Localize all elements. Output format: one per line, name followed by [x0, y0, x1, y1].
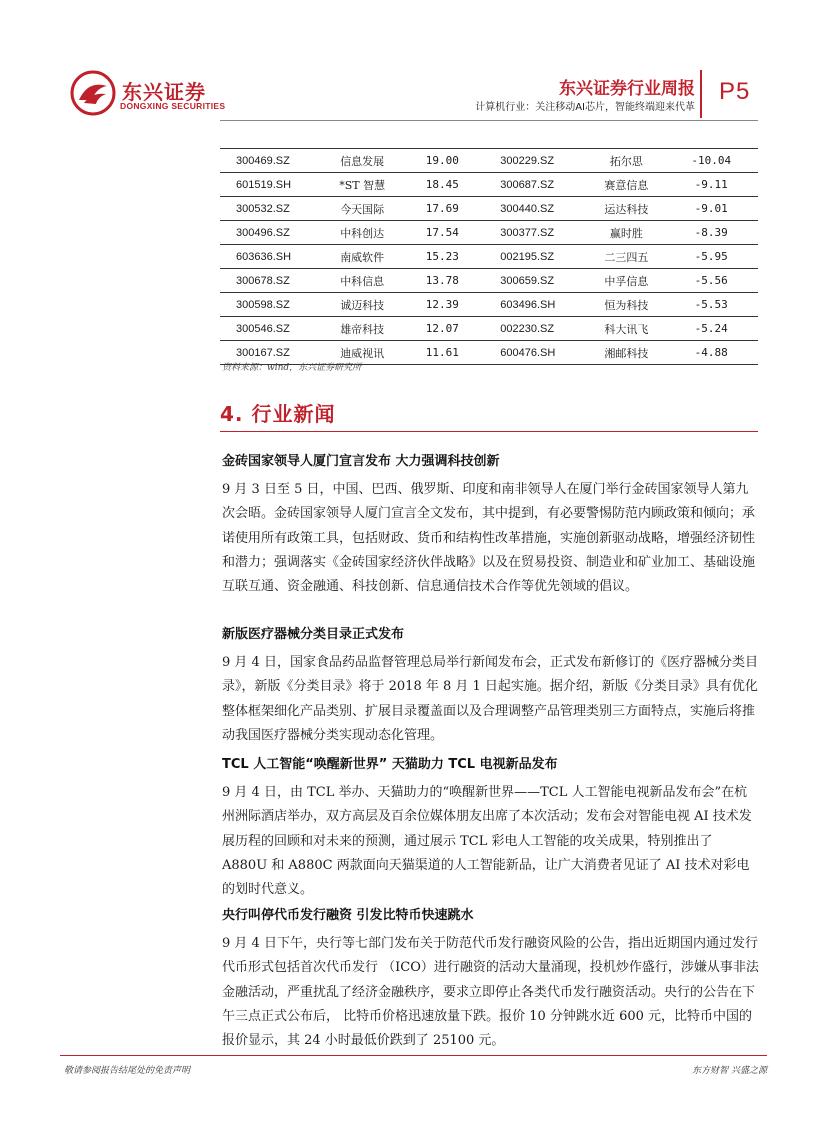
table-cell-code: 603496.SH [484, 293, 588, 317]
table-cell-code: 300598.SZ [220, 293, 324, 317]
table-cell-code: 300167.SZ [220, 341, 324, 365]
header-divider [700, 70, 702, 118]
table-cell-value: -4.88 [664, 341, 758, 365]
table-cell-name: 迪威视讯 [324, 341, 400, 365]
table-cell-code: 300532.SZ [220, 197, 324, 221]
table-cell-value: -9.01 [664, 197, 758, 221]
table-row [220, 197, 758, 221]
table-cell-name: 南威软件 [324, 245, 400, 269]
news-body: 9 月 4 日下午，央行等七部门发布关于防范代币发行融资风险的公告，指出近期国内通过发行代币形式包括首次代币发行 （ICO）进行融资的活动大量涌现，投机炒作盛行，涉嫌从事非法金融活动，严重扰乱了经济金融秩序，要求立即停止各类代币发行融资活动。央行的公告在下午三点正式公布后， 比特币价格迅速放量下跌。报价 10 分钟跳水近 600 元，比特币中国的报价显示，其 24 小时最低价跌到了 25100 元。 [222, 936, 759, 1049]
table-row [220, 245, 758, 269]
news-body: 9 月 3 日至 5 日，中国、巴西、俄罗斯、印度和南非领导人在厦门举行金砖国家领导人第九次会晤。金砖国家领导人厦门宣言全文发布，其中提到，有必要警惕防范内顾政策和倾向；承诺使用所有政策工具，包括财政、货币和结构性改革措施，实施创新驱动战略，增强经济韧性和潜力；强调落实《金砖国家经济伙伴战略》以及在贸易投资、制造业和矿业加工、基础设施互联互通、资金融通、科技创新、信息通信技术合作等优先领域的倡议。 [222, 482, 756, 595]
footer-rule [60, 1055, 767, 1056]
table-cell-code: 300229.SZ [484, 149, 588, 173]
page-number: P5 [719, 78, 751, 105]
footer-disclaimer: 敬请参阅报告结尾处的免责声明 [64, 1066, 191, 1076]
report-title: 东兴证券行业周报 [559, 79, 695, 99]
table-cell-value: -10.04 [664, 149, 758, 173]
table-cell-value: 12.39 [400, 293, 484, 317]
table-cell-name: 中科创达 [324, 221, 400, 245]
table-cell-value: 17.69 [400, 197, 484, 221]
table-cell-value: 17.54 [400, 221, 484, 245]
table-cell-name: 中孚信息 [588, 269, 664, 293]
table-cell-name: 湘邮科技 [588, 341, 664, 365]
table-cell-value: -5.95 [664, 245, 758, 269]
news-headline: 央行叫停代币发行融资 引发比特币快速跳水 [222, 908, 474, 923]
table-cell-code: 300377.SZ [484, 221, 588, 245]
table-cell-name: 科大讯飞 [588, 317, 664, 341]
table-cell-value: 12.07 [400, 317, 484, 341]
table-cell-code: 300687.SZ [484, 173, 588, 197]
table-cell-code: 300546.SZ [220, 317, 324, 341]
table-cell-value: 18.45 [400, 173, 484, 197]
table-cell-name: 今天国际 [324, 197, 400, 221]
table-row [220, 173, 758, 197]
table-cell-value: -8.39 [664, 221, 758, 245]
table-cell-name: 二三四五 [588, 245, 664, 269]
table-cell-code: 002230.SZ [484, 317, 588, 341]
table-cell-name: 恒为科技 [588, 293, 664, 317]
table-cell-code: 300659.SZ [484, 269, 588, 293]
table-cell-value: 13.78 [400, 269, 484, 293]
table-cell-code: 002195.SZ [484, 245, 588, 269]
table-source: 资料来源：wind，东兴证券研究所 [222, 363, 362, 373]
section-rule [220, 431, 758, 432]
table-cell-value: -5.53 [664, 293, 758, 317]
table-cell-name: 雄帝科技 [324, 317, 400, 341]
footer-slogan: 东方财智 兴盛之源 [692, 1066, 767, 1076]
table-cell-name: 拓尔思 [588, 149, 664, 173]
table-row [220, 269, 758, 293]
table-cell-name: 运达科技 [588, 197, 664, 221]
table-cell-value: -5.24 [664, 317, 758, 341]
news-headline: 金砖国家领导人厦门宣言发布 大力强调科技创新 [222, 454, 500, 469]
table-cell-code: 603636.SH [220, 245, 324, 269]
table-cell-value: 15.23 [400, 245, 484, 269]
stock-change-table [220, 148, 758, 365]
table-row [220, 293, 758, 317]
table-cell-value: -9.11 [664, 173, 758, 197]
table-cell-name: 赛意信息 [588, 173, 664, 197]
table-cell-code: 601519.SH [220, 173, 324, 197]
table-cell-name: 中科信息 [324, 269, 400, 293]
table-row [220, 149, 758, 173]
table-cell-value: 11.61 [400, 341, 484, 365]
table-cell-value: 19.00 [400, 149, 484, 173]
header-rule [220, 120, 758, 121]
dongxing-logo-icon [70, 70, 116, 116]
logo-english-name: DONGXING SECURITIES [120, 101, 226, 111]
table-cell-code: 300496.SZ [220, 221, 324, 245]
table-cell-name: 信息发展 [324, 149, 400, 173]
section-title: 4. 行业新闻 [220, 402, 336, 426]
logo-chinese-name: 东兴证券 [122, 80, 206, 104]
table-cell-name: 诚迈科技 [324, 293, 400, 317]
table-row [220, 317, 758, 341]
table-cell-name: 赢时胜 [588, 221, 664, 245]
table-cell-code: 300678.SZ [220, 269, 324, 293]
news-headline: TCL 人工智能“唤醒新世界” 天猫助力 TCL 电视新品发布 [222, 757, 558, 772]
news-headline: 新版医疗器械分类目录正式发布 [222, 627, 405, 642]
table-cell-code: 600476.SH [484, 341, 588, 365]
report-subtitle: 计算机行业：关注移动AI芯片，智能终端迎来代革 [475, 102, 695, 113]
news-body: 9 月 4 日，由 TCL 举办、天猫助力的“唤醒新世界——TCL 人工智能电视新品发布会”在杭州洲际酒店举办，双方高层及百余位媒体朋友出席了本次活动；发布会对智能电视 AI 技术发展历程的回顾和对未来的预测，通过展示 TCL 彩电人工智能的攻关成果，特别推出了 A880U 和 A880C 两款面向天猫渠道的人工智能新品，让广大消费者见证了 AI 技术对彩电的划时代意义。 [222, 785, 752, 898]
table-cell-name: *ST 智慧 [324, 173, 400, 197]
news-body: 9 月 4 日，国家食品药品监督管理总局举行新闻发布会，正式发布新修订的《医疗器械分类目录》，新版《分类目录》将于 2018 年 8 月 1 日起实施。据介绍，新版《分类目录》具有优化整体框架细化产品类别、扩展目录覆盖面以及合理调整产品管理类别三方面特点，实施后将推动我国医疗器械分类实现动态化管理。 [222, 655, 758, 743]
table-cell-value: -5.56 [664, 269, 758, 293]
table-cell-code: 300440.SZ [484, 197, 588, 221]
table-row [220, 221, 758, 245]
table-cell-code: 300469.SZ [220, 149, 324, 173]
